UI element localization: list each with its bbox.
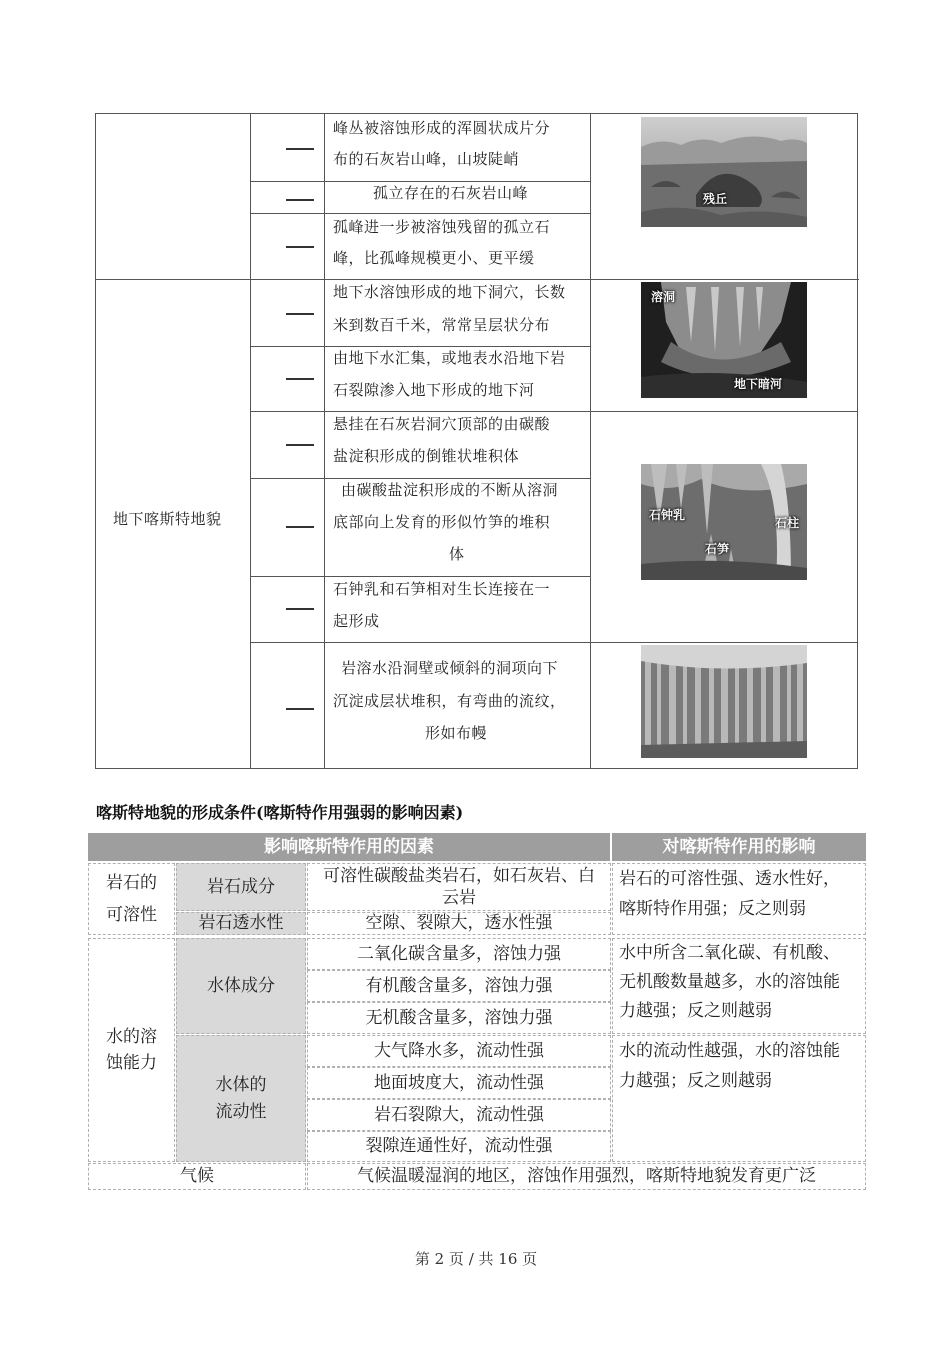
rock-comp-detail-line-2: 云岩 [442, 888, 476, 908]
section-title: 喀斯特地貌的形成条件(喀斯特作用强弱的影响因素) [96, 803, 464, 822]
rock-solubility-group [88, 863, 175, 935]
label-residual-hill: 残丘 [703, 192, 728, 206]
answer-blank[interactable] [286, 199, 314, 201]
label-pillar: 石柱 [775, 516, 800, 530]
climate: 气候 [88, 1163, 306, 1190]
desc-row-5-line-1: 由地下水汇集，或地表水沿地下岩 [333, 349, 566, 367]
category-underground-karst: 地下喀斯特地貌 [113, 510, 222, 528]
label-stalactite: 石钟乳 [649, 508, 686, 522]
water-flow-detail-3: 岩石裂隙大，流动性强 [307, 1099, 611, 1131]
desc-row-5-line-2: 石裂隙渗入地下形成的地下河 [333, 381, 535, 399]
desc-row-7-line-1: 由碳酸盐淀积形成的不断从溶洞 [341, 481, 559, 499]
desc-row-6-line-1: 悬挂在石灰岩洞穴顶部的由碳酸 [333, 415, 551, 433]
answer-blank[interactable] [286, 708, 314, 710]
answer-blank[interactable] [286, 444, 314, 446]
desc-row-1-line-1: 峰丛被溶蚀形成的浑圆状成片分 [333, 119, 551, 137]
water-comp-effect-line-3: 力越强；反之则越弱 [619, 1001, 772, 1021]
water-composition: 水体成分 [176, 938, 306, 1034]
rock-comp-detail-line-1: 可溶性碳酸盐类岩石，如石灰岩、白 [323, 866, 595, 886]
water-comp-detail-3: 无机酸含量多，溶蚀力强 [307, 1002, 611, 1034]
water-flow-detail-1: 大气降水多，流动性强 [307, 1035, 611, 1067]
water-flow-effect-line-2: 力越强；反之则越弱 [619, 1071, 772, 1091]
rock-permeability-detail: 空隙、裂隙大，透水性强 [307, 912, 611, 935]
answer-blank[interactable] [286, 526, 314, 528]
page-number: 第 2 页 / 共 16 页 [414, 1250, 538, 1268]
water-dissolution-group [88, 938, 175, 1162]
answer-blank[interactable] [286, 246, 314, 248]
water-comp-effect-line-2: 无机酸数量越多，水的溶蚀能 [619, 972, 840, 992]
rock-group-line-1: 岩石的 [106, 873, 157, 893]
water-comp-effect-line-1: 水中所含二氧化碳、有机酸、 [619, 943, 840, 963]
karst-conditions-table [88, 833, 866, 1190]
cave-river-photo [641, 282, 807, 398]
label-underground-river: 地下暗河 [734, 377, 783, 391]
desc-row-8-line-2: 起形成 [333, 612, 380, 630]
water-comp-detail-1: 二氧化碳含量多，溶蚀力强 [307, 938, 611, 970]
rock-effect-line-2: 喀斯特作用强；反之则弱 [619, 899, 806, 919]
water-comp-detail-2: 有机酸含量多，溶蚀力强 [307, 970, 611, 1002]
rock-permeability: 岩石透水性 [176, 912, 306, 935]
desc-row-2-line-1: 孤立存在的石灰岩山峰 [373, 184, 529, 202]
desc-row-3-line-1: 孤峰进一步被溶蚀残留的孤立石 [333, 218, 551, 236]
water-group-line-2: 蚀能力 [106, 1053, 157, 1073]
desc-row-7-line-3: 体 [449, 545, 465, 563]
desc-row-7-line-2: 底部向上发育的形似竹笋的堆积 [333, 513, 551, 531]
header-effect: 对喀斯特作用的影响 [612, 833, 866, 861]
rock-effect-line-1: 岩石的可溶性强、透水性好， [619, 869, 840, 889]
water-flow-detail-4: 裂隙连通性好，流动性强 [307, 1131, 611, 1162]
desc-row-4-line-2: 米到数百千米，常常呈层状分布 [333, 316, 551, 334]
answer-blank[interactable] [286, 378, 314, 380]
desc-row-6-line-2: 盐淀积形成的倒锥状堆积体 [333, 447, 520, 465]
desc-row-9-line-3: 形如布幔 [425, 724, 488, 742]
water-comp-effect [612, 938, 866, 1034]
water-group-line-1: 水的溶 [106, 1027, 157, 1047]
desc-row-8-line-1: 石钟乳和石笋相对生长连接在一 [333, 580, 551, 598]
stalactite-stalagmite-photo [641, 464, 807, 580]
desc-row-9-line-1: 岩溶水沿洞壁或倾斜的洞项向下 [341, 659, 559, 677]
desc-row-3-line-2: 峰，比孤峰规模更小、更平缓 [333, 249, 535, 267]
rock-effect [612, 863, 866, 935]
header-factor: 影响喀斯特作用的因素 [88, 833, 610, 861]
answer-blank[interactable] [286, 608, 314, 610]
desc-row-1-line-2: 布的石灰岩山峰，山坡陡峭 [333, 150, 520, 168]
answer-blank[interactable] [286, 148, 314, 150]
water-flow-effect-line-1: 水的流动性越强，水的溶蚀能 [619, 1041, 840, 1061]
water-flow-effect [612, 1035, 866, 1162]
water-flow-line-2: 流动性 [215, 1101, 267, 1122]
water-flow [176, 1035, 306, 1162]
label-cave: 溶洞 [651, 290, 676, 304]
residual-hill-photo [641, 117, 807, 227]
desc-row-4-line-1: 地下水溶蚀形成的地下洞穴，长数 [333, 283, 566, 301]
water-flow-detail-2: 地面坡度大，流动性强 [307, 1067, 611, 1099]
flowstone-photo [641, 645, 807, 758]
label-stalagmite: 石笋 [705, 542, 730, 556]
rock-composition-detail [307, 863, 611, 911]
water-flow-line-1: 水体的 [215, 1074, 267, 1095]
rock-group-line-2: 可溶性 [106, 905, 157, 925]
answer-blank[interactable] [286, 313, 314, 315]
climate-detail: 气候温暖湿润的地区，溶蚀作用强烈，喀斯特地貌发育更广泛 [307, 1163, 866, 1190]
desc-row-9-line-2: 沉淀成层状堆积，有弯曲的流纹， [333, 692, 566, 710]
rock-composition: 岩石成分 [176, 863, 306, 911]
